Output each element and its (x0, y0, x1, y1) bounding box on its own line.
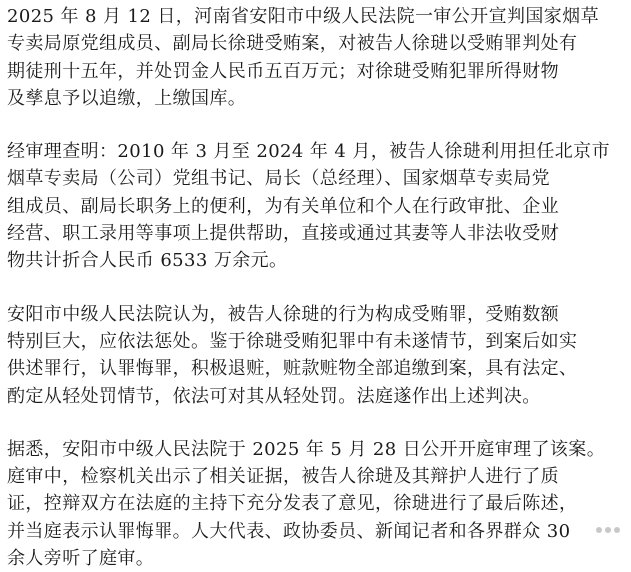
paragraph-findings (7, 138, 625, 274)
paragraph-court-opinion (7, 301, 625, 410)
article-body (7, 3, 625, 572)
text-line: 特别巨大，应依法惩处。鉴于徐琎受贿犯罪中有未遂情节，到案后如实 (7, 330, 578, 352)
ellipsis-watermark-icon (593, 521, 623, 539)
text-line: 物共计折合人民币 6533 万余元。 (7, 250, 288, 272)
text-line: 证，控辩双方在法庭的主持下充分发表了意见，徐琎进行了最后陈述， (7, 493, 578, 515)
text-line: 组成员、副局长职务上的便利，为有关单位和个人在行政审批、企业 (7, 195, 559, 217)
dot (596, 527, 602, 533)
text-line: 庭审中，检察机关出示了相关证据，被告人徐琎及其辩护人进行了质 (7, 466, 559, 488)
text-line: 余人旁听了庭审。 (7, 548, 155, 570)
text-line: 期徒刑十五年，并处罚金人民币五百万元；对徐琎受贿犯罪所得财物 (7, 60, 559, 82)
text-line: 2025 年 8 月 12 日，河南省安阳市中级人民法院一审公开宣判国家烟草 (7, 6, 599, 27)
text-line: 经营、职工录用等事项上提供帮助，直接或通过其妻等人非法收受财 (7, 223, 559, 245)
text-line: 安阳市中级人民法院认为，被告人徐琎的行为构成受贿罪，受贿数额 (7, 303, 559, 325)
text-line: 经审理查明：2010 年 3 月至 2024 年 4 月，被告人徐琎利用担任北京市 (7, 141, 610, 163)
text-line: 及孳息予以追缴，上缴国库。 (7, 87, 247, 109)
paragraph-trial (7, 436, 625, 572)
text-line: 专卖局原党组成员、副局长徐琎受贿案，对被告人徐琎以受贿罪判处有 (7, 33, 578, 55)
text-line: 据悉，安阳市中级人民法院于 2025 年 5 月 28 日公开开庭审理了该案。 (7, 438, 606, 460)
paragraph-verdict (7, 3, 625, 112)
text-line: 烟草专卖局（公司）党组书记、局长（总经理）、国家烟草专卖局党 (7, 168, 550, 190)
dot (614, 527, 620, 533)
text-line: 并当庭表示认罪悔罪。人大代表、政协委员、新闻记者和各界群众 30 (7, 520, 571, 542)
text-line: 酌定从轻处罚情节，依法可对其从轻处罚。法庭遂作出上述判决。 (7, 385, 541, 407)
dot (605, 527, 611, 533)
text-line: 供述罪行，认罪悔罪，积极退赃，赃款赃物全部追缴到案，具有法定、 (7, 358, 578, 380)
